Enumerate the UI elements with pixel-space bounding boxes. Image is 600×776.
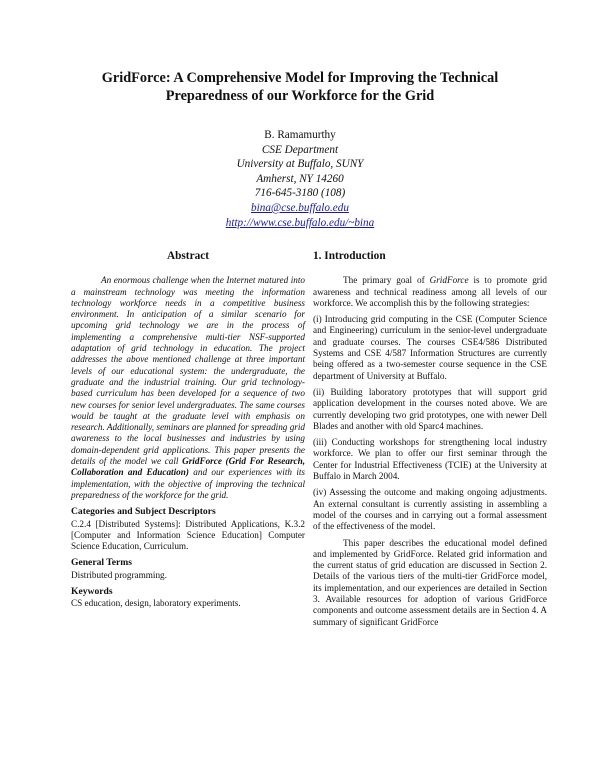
strategy-item-3: (iii) Conducting workshops for strengthening local industry workforce. We plan to offer our first seminar through the Center for Industrial Effectiveness (TCIE) at the University at Buffalo in March 2004. xyxy=(313,437,547,482)
author-university: University at Buffalo, SUNY xyxy=(236,158,364,171)
author-block xyxy=(150,128,450,230)
paper-title xyxy=(60,70,540,105)
author-name: B. Ramamurthy xyxy=(264,129,336,141)
general-terms-heading: General Terms xyxy=(71,557,133,569)
keywords-heading: Keywords xyxy=(71,586,113,598)
intro-paragraph-1 xyxy=(313,275,547,309)
categories-text: C.2.4 [Distributed Systems]: Distributed Applications, K.3.2 [Computer and Information Science Education] Computer Science Education, Curriculum. xyxy=(71,518,305,552)
left-column xyxy=(71,251,305,615)
author-city: Amherst, NY 14260 xyxy=(256,172,344,185)
abstract-model-acronym: GridForce (Grid For Research, Collaboration and Education) xyxy=(71,456,306,478)
title-line-1: GridForce: A Comprehensive Model for Improving the Technical xyxy=(101,70,499,86)
title-line-2: Preparedness of our Workforce for the Grid xyxy=(165,87,435,104)
intro-paragraph-2: This paper describes the educational model defined and implemented by GridForce. Related grid information and the current status of grid education are discussed in Section 2. Details of the various tiers of the multi-tier GridForce model, its implementation, and our experiences are detailed in Section 3. Available resources for adoption of various GridForce components and outcome assessment details are in Section 4. A summary of significant GridForce xyxy=(313,537,547,627)
introduction-heading: 1. Introduction xyxy=(313,250,386,262)
intro-p1-end: is to promote grid awareness and technical readiness among all levels of our workforce. We accomplish this by the following strategies: xyxy=(313,275,547,308)
general-terms-text: Distributed programming. xyxy=(71,569,167,580)
keywords-text: CS education, design, laboratory experiments. xyxy=(71,598,241,609)
abstract-heading: Abstract xyxy=(166,250,210,262)
intro-gridforce-name: GridForce xyxy=(429,275,469,286)
abstract-body: An enormous challenge when the Internet matured into a mainstream technology was meeting the information technology workforce needs in a competitive business environment. In anticipation of a similar scenario for upcoming grid technology we are in the process of implementing a comprehensive multi-tier NSF-supported adaptation of grid technology in education. The project addresses the above mentioned challenge at three important levels of our educational system: the undergraduate, the graduate and the industrial training. Our grid technology-based curriculum has been developed for a sequence of two new courses for senior level undergraduates. The same courses would be taught at the graduate level with emphasis on research. Additionally, seminars are planned for spreading grid awareness to the local businesses and industries by using domain-dependent grid applications. This paper presents the details of the model we call xyxy=(71,275,306,467)
abstract-tail: and our experiences with its implementation, with the objective of improving the technical preparedness of the workforce for the grid. xyxy=(71,467,305,500)
author-email-link[interactable]: bina@cse.buffalo.edu xyxy=(251,201,349,214)
strategy-item-2: (ii) Building laboratory prototypes that will support grid application development in the courses noted above. We are currently developing two grid prototypes, one with newer Dell Blades and another with old Sparc4 machines. xyxy=(313,386,547,431)
categories-heading: Categories and Subject Descriptors xyxy=(71,506,216,518)
author-dept: CSE Department xyxy=(261,143,339,156)
abstract-text xyxy=(71,275,305,501)
right-column xyxy=(313,251,547,633)
strategy-item-4: (iv) Assessing the outcome and making ongoing adjustments. An external consultant is currently assisting in assembling a model of the courses and in carrying out a formal assessment of the effectiveness of the model. xyxy=(313,487,547,532)
author-phone: 716-645-3180 (108) xyxy=(254,187,346,200)
intro-p1-start: The primary goal of xyxy=(343,275,425,286)
strategy-item-1: (i) Introducing grid computing in the CSE (Computer Science and Engineering) curriculum in the senior-level undergraduate and graduate courses. The courses CSE4/586 Distributed Systems and CSE 4/587 Information Structures are currently being offered as a two-semester course sequence in the CSE department of University at Buffalo. xyxy=(313,314,547,381)
author-homepage-link[interactable]: http://www.cse.buffalo.edu/~bina xyxy=(225,216,375,229)
